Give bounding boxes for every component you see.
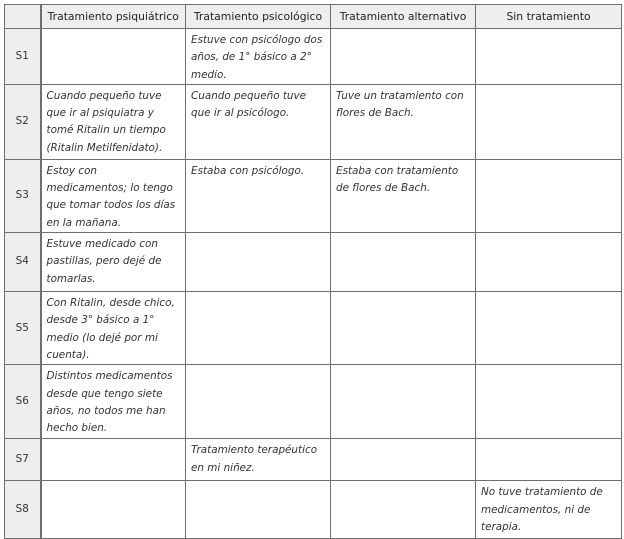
row-label: S2 [5,84,41,159]
table-row [5,292,622,365]
table-cell [476,439,622,481]
table-cell [331,233,476,292]
table-cell [476,365,622,439]
table-cell [41,439,186,481]
table-cell [41,29,186,85]
table-cell [476,29,622,85]
row-label: S1 [5,29,41,85]
table-cell [331,292,476,365]
table-row [5,29,622,85]
table-cell: Tuve un tratamiento con flores de Bach. [331,84,476,159]
table-row [5,84,622,159]
row-label: S8 [5,481,41,539]
table-row [5,233,622,292]
header-row [5,5,622,29]
table-cell: No tuve tratamiento de medicamentos, ni de terapia. [476,481,622,539]
table-cell [186,481,331,539]
table-cell [476,292,622,365]
table-cell [476,233,622,292]
table-cell: Estuve medicado con pastillas, pero dejé de tomarlas. [41,233,186,292]
table-row [5,159,622,232]
row-label: S7 [5,439,41,481]
table-cell: Estaba con tratamiento de flores de Bach. [331,159,476,232]
table-cell: Estuve con psicólogo dos años, de 1° básico a 2° medio. [186,29,331,85]
row-label: S4 [5,233,41,292]
header-alternative: Tratamiento alternativo [331,5,476,29]
table-cell: Tratamiento terapéutico en mi niñez. [186,439,331,481]
header-psychological: Tratamiento psicológico [186,5,331,29]
treatment-table [4,4,622,539]
table-cell: Con Ritalin, desde chico, desde 3° básico a 1° medio (lo dejé por mi cuenta). [41,292,186,365]
header-none: Sin tratamiento [476,5,622,29]
table-cell [186,292,331,365]
table-cell: Estaba con psicólogo. [186,159,331,232]
table-cell: Cuando pequeño tuve que ir al psicólogo. [186,84,331,159]
table-row [5,365,622,439]
table-cell [186,233,331,292]
header-corner [5,5,41,29]
table-cell [186,365,331,439]
table-cell: Estoy con medicamentos; lo tengo que tomar todos los días en la mañana. [41,159,186,232]
table-cell [331,481,476,539]
table-cell: Distintos medicamentos desde que tengo siete años, no todos me han hecho bien. [41,365,186,439]
table-cell [41,481,186,539]
table-cell [331,365,476,439]
table-cell [476,84,622,159]
row-label: S6 [5,365,41,439]
table-cell: Cuando pequeño tuve que ir al psiquiatra y tomé Ritalin un tiempo (Ritalin Metilfenidato). [41,84,186,159]
table-cell [331,29,476,85]
header-psychiatric: Tratamiento psiquiátrico [41,5,186,29]
row-label: S5 [5,292,41,365]
table-row [5,439,622,481]
table-cell [476,159,622,232]
table-cell [331,439,476,481]
row-label: S3 [5,159,41,232]
table-row [5,481,622,539]
